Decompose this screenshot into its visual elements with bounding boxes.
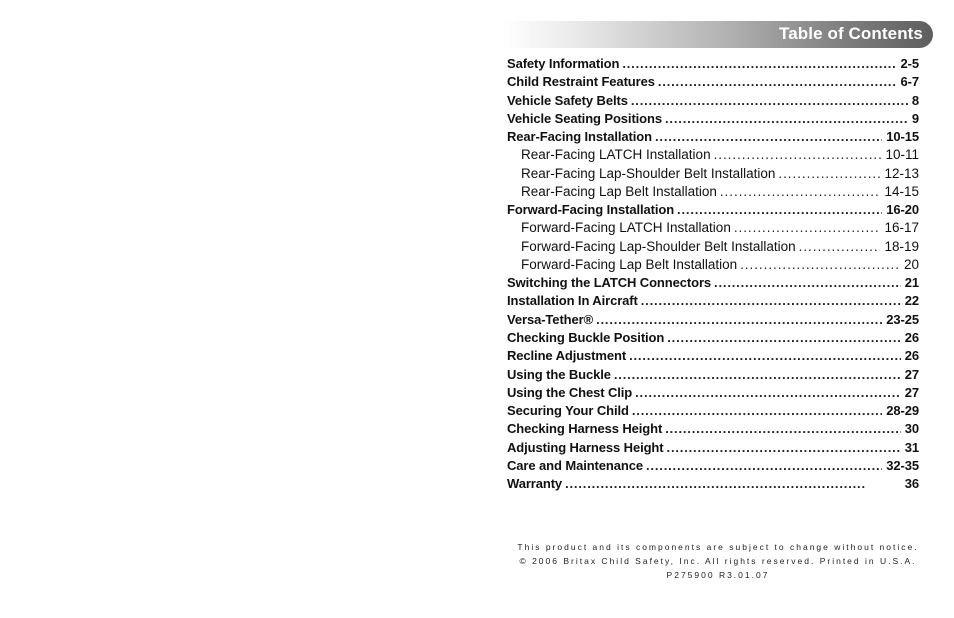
toc-entry-page: 27 bbox=[904, 366, 919, 382]
toc-entry[interactable] bbox=[507, 384, 919, 402]
toc-entry-label: Checking Buckle Position bbox=[507, 329, 665, 345]
toc-subentry[interactable] bbox=[507, 238, 919, 256]
toc-entry-page: 18-19 bbox=[884, 238, 919, 254]
toc-entry-page: 2-5 bbox=[900, 56, 919, 71]
toc-entry[interactable] bbox=[507, 366, 919, 384]
toc-entry-label: Warranty bbox=[507, 476, 563, 492]
toc-entry-page: 10-11 bbox=[885, 147, 919, 163]
toc-entry-page: 31 bbox=[904, 439, 919, 455]
toc-entry[interactable] bbox=[507, 128, 919, 146]
toc-entry[interactable] bbox=[507, 347, 919, 365]
toc-entry-label: Using the Buckle bbox=[507, 366, 611, 382]
toc-leader-dots bbox=[658, 73, 897, 91]
toc-entry-page: 30 bbox=[904, 421, 919, 437]
toc-entry-page: 8 bbox=[911, 92, 919, 108]
toc-subentry[interactable] bbox=[507, 219, 919, 237]
toc-entry-page: 12-13 bbox=[884, 165, 919, 181]
toc-entry-label: Rear-Facing Lap-Shoulder Belt Installation bbox=[521, 165, 776, 181]
toc-entry[interactable] bbox=[507, 457, 919, 475]
toc-entry-label: Using the Chest Clip bbox=[507, 384, 633, 400]
toc-entry-page: 21 bbox=[904, 275, 919, 291]
toc-entry[interactable] bbox=[507, 292, 919, 310]
toc-leader-dots bbox=[667, 439, 901, 457]
toc-entry[interactable] bbox=[507, 274, 919, 292]
toc-entry[interactable] bbox=[507, 402, 919, 420]
toc-entry-page: 26 bbox=[904, 348, 919, 364]
toc-entry[interactable] bbox=[507, 475, 919, 493]
toc-entry[interactable] bbox=[507, 201, 919, 219]
toc-leader-dots bbox=[667, 329, 900, 347]
toc-entry-page: 20 bbox=[903, 256, 919, 272]
toc-leader-dots bbox=[622, 55, 896, 73]
toc-entry-label: Forward-Facing Installation bbox=[507, 202, 675, 218]
toc-leader-dots bbox=[714, 274, 901, 292]
toc-entry-label: Vehicle Safety Belts bbox=[507, 92, 628, 108]
toc-entry-label: Care and Maintenance bbox=[507, 457, 643, 473]
toc-entry-label: Child Restraint Features bbox=[507, 74, 655, 90]
toc-entry[interactable] bbox=[507, 92, 919, 110]
toc-entry[interactable] bbox=[507, 420, 919, 438]
toc-leader-dots bbox=[565, 475, 901, 493]
toc-entry-page: 28-29 bbox=[886, 403, 919, 419]
toc-leader-dots bbox=[665, 420, 901, 438]
toc-leader-dots bbox=[665, 110, 908, 128]
toc-entry-label: Vehicle Seating Positions bbox=[507, 110, 662, 126]
toc-entry-page: 9 bbox=[911, 110, 919, 126]
toc-leader-dots bbox=[614, 366, 901, 384]
toc-leader-dots bbox=[635, 384, 901, 402]
toc-entry-label: Rear-Facing Installation bbox=[507, 129, 652, 145]
toc-subentry[interactable] bbox=[507, 146, 919, 164]
toc-entry-label: Forward-Facing Lap-Shoulder Belt Installation bbox=[521, 238, 796, 254]
toc-entry-label: Recline Adjustment bbox=[507, 348, 627, 364]
toc-leader-dots bbox=[596, 311, 882, 329]
toc-entry-label: Safety Information bbox=[507, 56, 620, 71]
toc-entry[interactable] bbox=[507, 329, 919, 347]
toc-leader-dots bbox=[629, 347, 901, 365]
toc-leader-dots bbox=[734, 219, 881, 237]
toc-entry-label: Rear-Facing LATCH Installation bbox=[521, 147, 711, 163]
toc-leader-dots bbox=[778, 165, 880, 183]
toc-entry-label: Securing Your Child bbox=[507, 403, 629, 419]
toc-entry-label: Installation In Aircraft bbox=[507, 293, 638, 309]
toc-leader-dots bbox=[632, 402, 882, 420]
toc-subentry[interactable] bbox=[507, 256, 919, 274]
toc-entry-page: 6-7 bbox=[900, 74, 919, 90]
footer-copyright: © 2006 Britax Child Safety, Inc. All rights reserved. Printed in U.S.A. bbox=[519, 556, 917, 566]
toc-entry-label: Checking Harness Height bbox=[507, 421, 663, 437]
toc-entry-label: Versa-Tether® bbox=[507, 311, 594, 327]
toc-entry-label: Forward-Facing Lap Belt Installation bbox=[521, 256, 738, 272]
toc-entry-page: 23-25 bbox=[886, 311, 919, 327]
footer-part-number: P275900 R3.01.07 bbox=[666, 570, 770, 580]
toc-entry-label: Rear-Facing Lap Belt Installation bbox=[521, 183, 717, 199]
toc-entry-page: 14-15 bbox=[884, 183, 919, 199]
toc-entry-label: Adjusting Harness Height bbox=[507, 439, 664, 455]
toc-subentry[interactable] bbox=[507, 165, 919, 183]
toc-header-banner bbox=[503, 21, 933, 48]
toc-entry-page: 27 bbox=[904, 384, 919, 400]
toc-leader-dots bbox=[655, 128, 882, 146]
toc-leader-dots bbox=[714, 146, 882, 164]
toc-entry[interactable] bbox=[507, 55, 919, 73]
toc-entry-page: 16-20 bbox=[886, 202, 919, 218]
toc-entry[interactable] bbox=[507, 311, 919, 329]
toc-entry-page: 16-17 bbox=[884, 220, 919, 236]
toc-entry-label: Forward-Facing LATCH Installation bbox=[521, 220, 731, 236]
toc-subentry[interactable] bbox=[507, 183, 919, 201]
toc-leader-dots bbox=[720, 183, 881, 201]
page-title: Table of Contents bbox=[779, 24, 923, 43]
toc-leader-dots bbox=[677, 201, 882, 219]
toc-entry-page: 32-35 bbox=[886, 457, 919, 473]
toc-entry[interactable] bbox=[507, 73, 919, 91]
toc-leader-dots bbox=[641, 292, 901, 310]
toc-entry-page: 26 bbox=[904, 329, 919, 345]
toc-entry[interactable] bbox=[507, 439, 919, 457]
toc-leader-dots bbox=[646, 457, 882, 475]
toc-entry-page: 10-15 bbox=[886, 129, 919, 145]
toc-list bbox=[507, 55, 919, 493]
toc-entry-page: 22 bbox=[904, 293, 919, 309]
toc-entry-label: Switching the LATCH Connectors bbox=[507, 275, 712, 291]
toc-entry[interactable] bbox=[507, 110, 919, 128]
toc-leader-dots bbox=[799, 238, 881, 256]
toc-leader-dots bbox=[740, 256, 900, 274]
footer-disclaimer: This product and its components are subject to change without notice. bbox=[517, 542, 919, 552]
toc-leader-dots bbox=[631, 92, 908, 110]
toc-entry-page: 36 bbox=[904, 476, 919, 492]
